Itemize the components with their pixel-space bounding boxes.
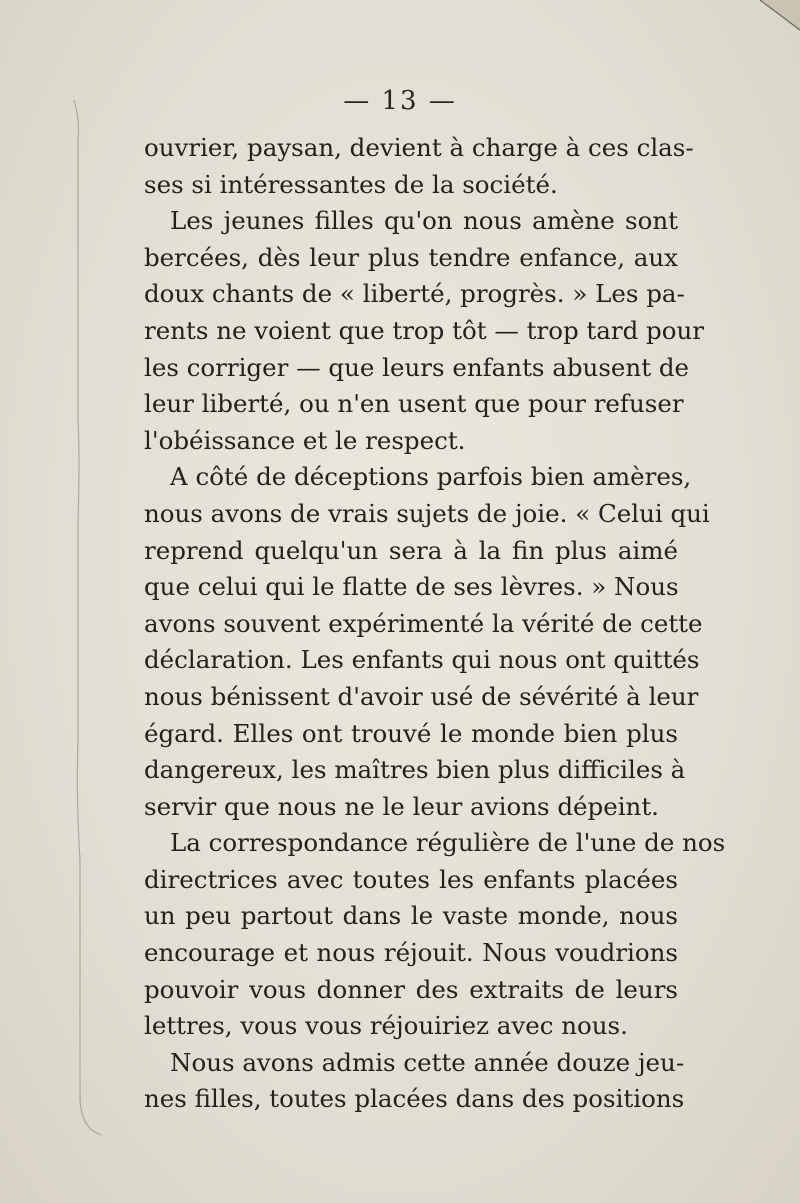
text-line: l'obéissance et le respect.: [144, 425, 466, 455]
text-line: lettres, vous vous réjouiriez avec nous.: [144, 1011, 628, 1041]
text-line: les corriger — que leurs enfants abusent de: [144, 352, 690, 382]
text-line: avons souvent expérimenté la vérité de cette: [144, 608, 703, 638]
text-line: bercées, dès leur plus tendre enfance, aux: [144, 242, 678, 272]
text-line: encourage et nous réjouit. Nous voudrions: [144, 938, 678, 968]
text-line: servir que nous ne le leur avions dépeint.: [144, 791, 659, 821]
text-line: leur liberté, ou n'en usent que pour refuser: [144, 389, 684, 419]
text-line: un peu partout dans le vaste monde, nous: [144, 901, 678, 931]
margin-pencil-mark: [72, 100, 112, 1140]
text-line: déclaration. Les enfants qui nous ont quittés: [144, 645, 700, 675]
text-line: que celui qui le flatte de ses lèvres. » Nous: [144, 572, 679, 602]
text-line: pouvoir vous donner des extraits de leurs: [144, 974, 678, 1004]
text-line: nes filles, toutes placées dans des positions: [144, 1084, 685, 1114]
text-line: égard. Elles ont trouvé le monde bien plus: [144, 718, 678, 748]
text-line: Nous avons admis cette année douze jeu-: [170, 1047, 685, 1077]
page-corner-wear: [740, 0, 800, 40]
text-line: dangereux, les maîtres bien plus difficiles à: [144, 755, 686, 785]
text-line: doux chants de « liberté, progrès. » Les pa-: [144, 279, 685, 309]
text-line: nous avons de vrais sujets de joie. « Celui qui: [144, 498, 710, 528]
text-line: Les jeunes filles qu'on nous amène sont: [170, 206, 678, 236]
text-line: rents ne voient que trop tôt — trop tard pour: [144, 315, 704, 345]
text-line: directrices avec toutes les enfants placées: [144, 864, 678, 894]
text-line: ses si intéressantes de la société.: [144, 169, 558, 199]
page-number: — 13 —: [343, 86, 457, 116]
text-line: nous bénissent d'avoir usé de sévérité à leur: [144, 681, 699, 711]
text-line: reprend quelqu'un sera à la fin plus aimé: [144, 535, 678, 565]
text-line: ouvrier, paysan, devient à charge à ces clas-: [144, 133, 694, 162]
text-line: A côté de déceptions parfois bien amères,: [170, 462, 692, 492]
text-line: La correspondance régulière de l'une de nos: [170, 828, 726, 858]
body-text: [144, 130, 726, 1118]
